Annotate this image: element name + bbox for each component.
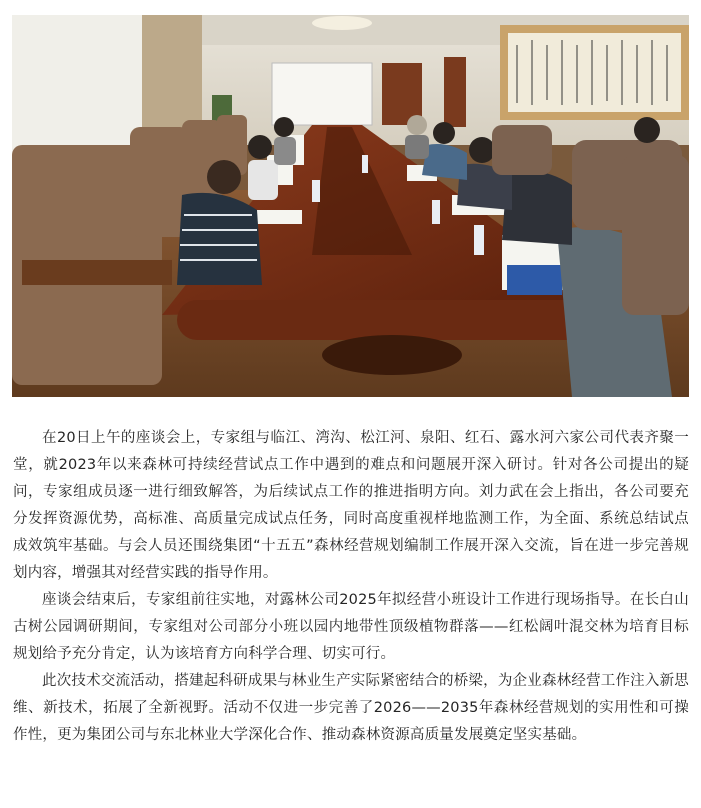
article-body: [13, 425, 689, 749]
meeting-photo: [12, 15, 689, 397]
paragraph: 在20日上午的座谈会上，专家组与临江、湾沟、松江河、泉阳、红石、露水河六家公司代表齐聚一堂，就2023年以来森林可持续经营试点工作中遇到的难点和问题展开深入研讨。针对各公司提出的疑问，专家组成员逐一进行细致解答，为后续试点工作的推进指明方向。刘力武在会上指出，各公司要充分发挥资源优势，高标准、高质量完成试点任务，同时高度重视样地监测工作，为全面、系统总结试点成效筑牢基础。与会人员还围绕集团“十五五”森林经营规划编制工作展开深入交流，旨在进一步完善规划内容，增强其对经营实践的指导作用。: [13, 430, 689, 581]
paragraph: 此次技术交流活动，搭建起科研成果与林业生产实际紧密结合的桥梁，为企业森林经营工作注入新思维、新技术，拓展了全新视野。活动不仅进一步完善了2026——2035年森林经营规划的实用性和可操作性，更为集团公司与东北林业大学深化合作、推动森林资源高质量发展奠定坚实基础。: [13, 673, 689, 743]
paragraph: 座谈会结束后，专家组前往实地，对露林公司2025年拟经营小班设计工作进行现场指导。在长白山古树公园调研期间，专家组对公司部分小班以园内地带性顶级植物群落——红松阔叶混交林为培育目标规划给予充分肯定，认为该培育方向科学合理、切实可行。: [13, 592, 689, 662]
